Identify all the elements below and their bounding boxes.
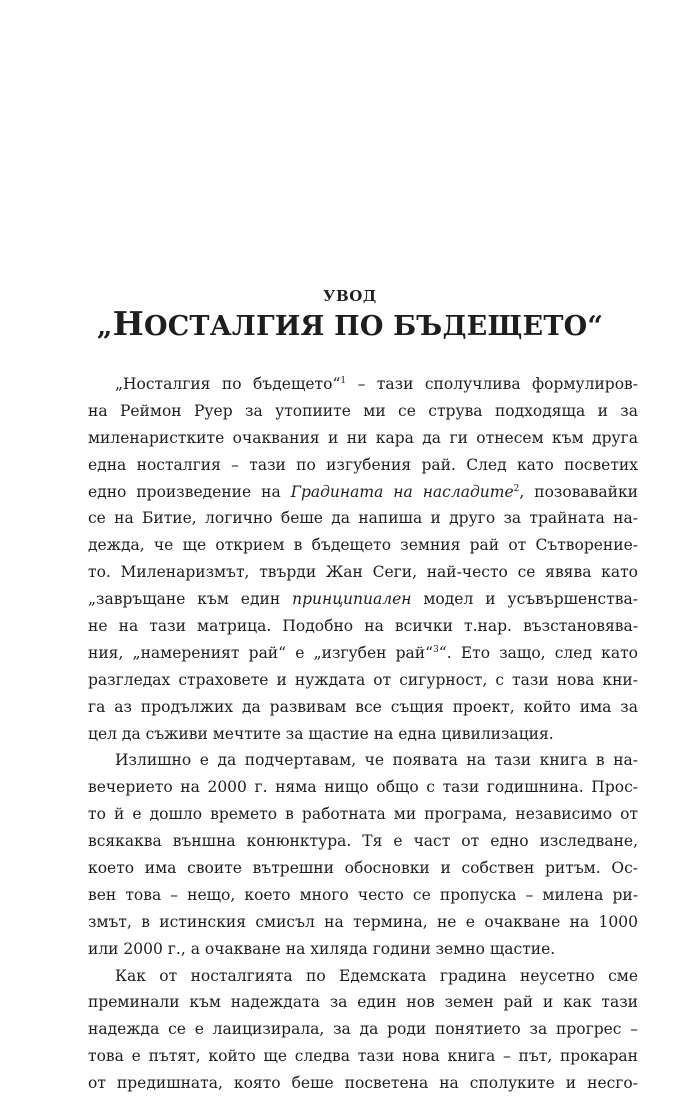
text-line: не на тази матрица. Подобно на всички т.нар. възстановява- — [88, 617, 638, 636]
text-line: дежда, че ще открием в бъдещето земния рай от Сътворение- — [88, 536, 638, 555]
text-line: вен това – нещо, което много често се пропуска – милена ри- — [88, 885, 638, 904]
footnote-ref: 1 — [340, 376, 347, 386]
text-line — [88, 586, 638, 613]
line-segment: ния, „намереният рай“ е „изгубен рай“ — [88, 643, 434, 662]
title-rest: ОСТАЛГИЯ ПО БЪДЕЩЕТО — [144, 311, 588, 342]
text-line: миленаристките очаквания и ни кара да ги отнесем към друга — [88, 428, 638, 447]
text-line: една носталгия – тази по изгубения рай. След като посветих — [88, 455, 638, 474]
text-line: надежда се е лаицизирала, за да роди понятието за прогрес – — [88, 1020, 638, 1039]
text-line: на Реймон Руер за утопиите ми се струва подходяща и за — [88, 401, 638, 420]
chapter-kicker: УВОД — [323, 287, 377, 305]
text-line: или 2000 г., а очакване на хиляда години земно щастие. — [88, 939, 556, 958]
footnote-ref: 2 — [513, 483, 520, 494]
text-line — [88, 479, 638, 506]
line-segment: , позовавайки — [519, 482, 638, 501]
footnote-ref: 3 — [433, 644, 439, 655]
body-text — [88, 371, 638, 1097]
text-line: га аз продължих да развивам все същия проект, който има за — [88, 697, 638, 716]
text-line: което има своите вътрешни обосновки и собствен ритъм. Ос- — [88, 859, 638, 878]
book-title-italic: Градината на насладите — [290, 482, 514, 501]
text-line: змът, в истинския смисъл на термина, не е очакване на 1000 — [88, 912, 638, 931]
text-line: от предишната, която беше посветена на сполуките и несго- — [88, 1074, 638, 1093]
line-segment: “. Ето защо, след като — [438, 643, 638, 662]
chapter-title — [0, 306, 700, 345]
text-line: то й е дошло времето в работната ми програма, независимо от — [88, 805, 638, 824]
text-line: се на Битие, логично беше да напиша и друго за трайната на- — [88, 509, 638, 528]
title-open-quote: „ — [96, 311, 113, 342]
text-line: всякаква външна конюнктура. Тя е част от едно изследване, — [88, 832, 638, 851]
text-line: цел да съживи мечтите за щастие на една цивилизация. — [88, 724, 554, 743]
text-line: Как от носталгията по Едемската градина неусетно сме — [115, 966, 638, 985]
text-line: преминали към надеждата за един нов земен рай и как тази — [88, 993, 638, 1012]
text-line: разгледах страховете и нуждата от сигурност, с тази нова кни- — [88, 670, 638, 689]
text-line: това е пътят, който ще следва тази нова книга – път, прокаран — [88, 1047, 638, 1066]
line-segment: едно произведение на — [88, 482, 291, 501]
text-line: вечерието на 2000 г. няма нищо общо с тази годишнина. Прос- — [88, 778, 638, 797]
title-initial: Н — [112, 304, 145, 343]
line-segment: „Носталгия по бъдещето“ — [115, 375, 341, 393]
title-close-quote: “ — [587, 311, 604, 342]
text-line: то. Миленаризмът, твърди Жан Сеги, най-често се явява като — [88, 563, 638, 582]
line-segment: „завръщане към един — [88, 590, 293, 609]
emphasis-italic: принципиален — [292, 590, 412, 609]
line-segment: модел и усъвършенства- — [411, 590, 638, 609]
line-segment: – тази сполучлива формулиров- — [346, 375, 639, 393]
text-line: Излишно е да подчертавам, че появата на тази книга в на- — [115, 751, 638, 770]
text-line — [88, 640, 638, 667]
text-line — [88, 371, 638, 398]
